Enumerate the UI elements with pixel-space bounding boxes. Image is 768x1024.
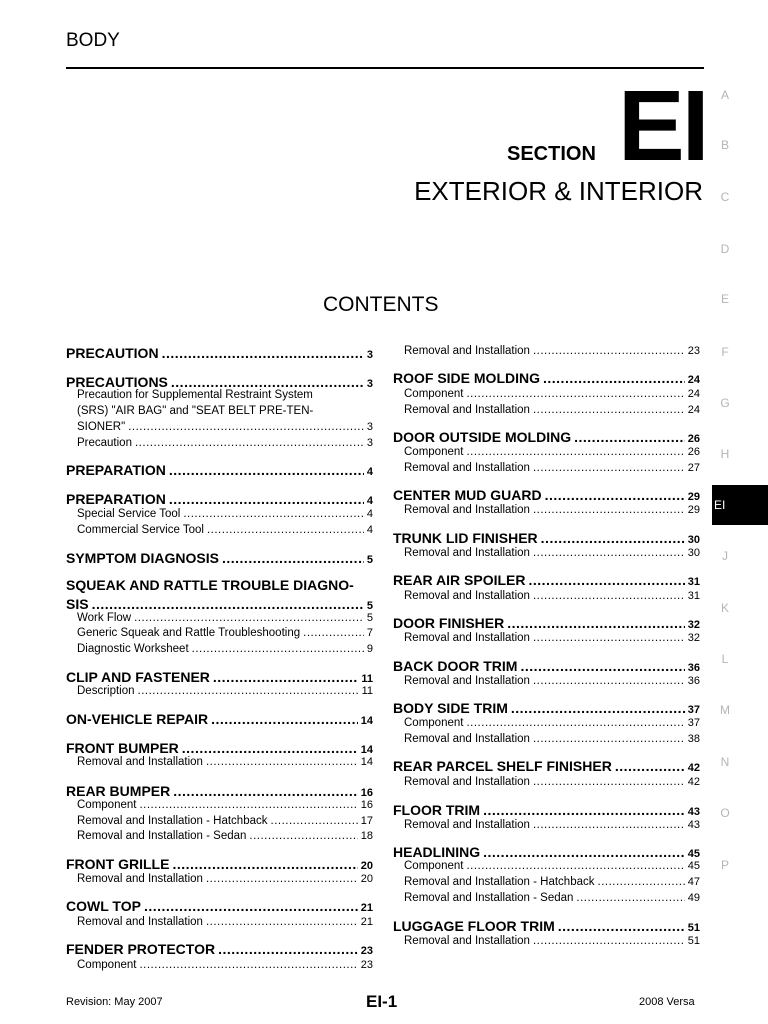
toc-entry-page: 29 [687,491,700,503]
toc-entry-title: LUGGAGE FLOOR TRIM [393,918,555,934]
toc-entry[interactable] [66,916,373,928]
toc-entry-page: 11 [361,685,373,697]
toc-entry-page: 4 [366,524,373,536]
dot-leader [206,756,358,768]
toc-entry-title: Component [404,388,464,400]
toc-entry[interactable] [393,935,700,947]
toc-entry-title: Removal and Installation [404,504,530,516]
dot-leader [615,758,685,774]
toc-entry-title: Removal and Installation [404,404,530,416]
toc-entry[interactable] [393,700,700,716]
dot-leader [172,856,357,872]
toc-entry-page: 51 [687,935,700,947]
dot-leader [533,819,685,831]
toc-entry-title: REAR AIR SPOILER [393,572,526,588]
dot-leader [576,892,684,904]
toc-entry-page: 3 [366,378,373,390]
toc-entry-title: Diagnostic Worksheet [77,643,189,655]
toc-entry-title: Removal and Installation [77,916,203,928]
toc-entry[interactable] [393,388,700,400]
toc-entry[interactable] [66,577,373,593]
toc-entry-title: Component [404,860,464,872]
toc-entry-title: Component [77,799,137,811]
dot-leader [303,627,364,639]
side-index-tab[interactable]: C [720,190,730,204]
toc-entry[interactable] [393,892,700,904]
dot-leader [173,783,358,799]
toc-entry-page: 3 [366,437,373,449]
toc-entry-page: 20 [360,860,373,872]
toc-entry-page: 14 [360,744,373,756]
toc-entry-title: REAR BUMPER [66,783,171,799]
toc-entry-page: 37 [687,704,700,716]
toc-entry[interactable] [393,758,700,774]
toc-entry[interactable] [393,876,700,888]
toc-entry-page: 32 [687,619,700,631]
toc-entry[interactable] [393,819,700,831]
toc-entry-title: TRUNK LID FINISHER [393,530,538,546]
toc-entry-page: 31 [687,576,700,588]
side-index-tab[interactable]: F [721,345,729,359]
side-index-tab[interactable]: E [720,292,729,306]
section-code: EI [618,70,707,182]
toc-entry[interactable] [66,627,373,639]
toc-entry[interactable] [66,643,373,655]
toc-entry-title: ROOF SIDE MOLDING [393,370,540,386]
toc-entry[interactable] [393,844,700,860]
dot-leader [134,612,364,624]
toc-entry-page: 30 [687,534,700,546]
toc-entry[interactable] [393,462,700,474]
dot-leader [139,799,357,811]
toc-entry[interactable] [393,658,700,674]
toc-entry-page: 5 [366,612,373,624]
toc-entry[interactable] [66,959,373,971]
toc-entry[interactable] [393,717,700,729]
side-index-tab[interactable]: K [720,601,729,615]
toc-entry-title: Component [404,717,464,729]
toc-entry[interactable] [66,830,373,842]
toc-entry-title: Removal and Installation [404,675,530,687]
dot-leader [558,918,685,934]
toc-entry-title: Precaution [77,437,132,449]
toc-entry-page: 29 [687,504,700,516]
dot-leader [511,700,685,716]
toc-entry-page: 16 [360,787,373,799]
toc-entry[interactable] [393,487,700,503]
side-index-tab[interactable]: H [720,447,730,461]
toc-entry-page: 45 [687,860,700,872]
toc-entry-title: SIONER" [77,421,126,433]
dot-leader [466,717,684,729]
toc-entry[interactable] [66,405,373,417]
toc-entry[interactable] [393,615,700,631]
dot-leader [533,462,685,474]
toc-entry[interactable] [393,733,700,745]
toc-entry[interactable] [66,491,373,507]
toc-entry-title: PRECAUTION [66,345,159,361]
toc-entry-page: 31 [687,590,700,602]
dot-leader [533,935,685,947]
toc-entry-page: 3 [366,349,373,361]
toc-entry[interactable] [66,374,373,390]
side-index-tab[interactable]: J [722,549,728,563]
footer-model: 2008 Versa [639,996,695,1008]
toc-entry[interactable] [393,429,700,445]
dot-leader [483,844,685,860]
toc-entry-title: Removal and Installation - Sedan [404,892,574,904]
toc-entry-title: Commercial Service Tool [77,524,204,536]
dot-leader [144,898,358,914]
toc-entry-page: 4 [366,508,373,520]
side-index [712,0,768,1024]
dot-leader [533,590,685,602]
toc-entry-page: 18 [360,830,373,842]
toc-entry-page: 5 [366,554,373,566]
toc-entry[interactable] [66,799,373,811]
toc-entry[interactable] [66,437,373,449]
toc-entry[interactable] [393,860,700,872]
footer-revision: Revision: May 2007 [66,996,163,1008]
dot-leader [466,388,684,400]
toc-entry-page: 21 [360,916,373,928]
dot-leader [533,404,685,416]
toc-entry-page: 26 [687,446,700,458]
toc-entry-page: 51 [687,922,700,934]
dot-leader [206,873,358,885]
dot-leader [533,547,685,559]
toc-entry-title: Removal and Installation [404,547,530,559]
toc-entry-page: 3 [366,421,373,433]
toc-entry-page: 7 [366,627,373,639]
toc-entry-title: Component [77,959,137,971]
toc-entry-title: Removal and Installation [404,935,530,947]
toc-entry[interactable] [66,756,373,768]
side-index-tab[interactable]: A [720,88,729,102]
toc-entry[interactable] [393,345,700,357]
toc-entry-page: 36 [687,662,700,674]
toc-entry-page: 4 [366,466,373,478]
toc-entry[interactable] [393,776,700,788]
dot-leader [574,429,685,445]
toc-entry[interactable] [66,669,373,685]
toc-entry[interactable] [66,462,373,478]
toc-entry-title: Description [77,685,135,697]
side-index-tab[interactable]: G [720,396,730,410]
toc-entry-page: 5 [366,600,373,612]
dot-leader [533,632,685,644]
toc-entry-title: Removal and Installation [404,590,530,602]
dot-leader [543,370,685,386]
toc-entry-page: 37 [687,717,700,729]
toc-entry-title: FENDER PROTECTOR [66,941,216,957]
toc-entry-page: 23 [360,945,373,957]
side-index-tab[interactable]: P [720,858,729,872]
toc-entry-page: 47 [687,876,700,888]
toc-entry[interactable] [393,504,700,516]
toc-entry-page: 23 [360,959,373,971]
toc-entry-title: Removal and Installation [404,345,530,357]
toc-entry-page: 42 [687,762,700,774]
side-index-tab[interactable]: M [720,703,730,717]
footer-page-id: EI-1 [366,992,398,1011]
toc-entry-title: Component [404,446,464,458]
dot-leader [162,345,364,361]
toc-entry-title: PREPARATION [66,462,166,478]
toc-entry[interactable] [393,404,700,416]
dot-leader [169,462,364,478]
toc-entry-title: SYMPTOM DIAGNOSIS [66,550,219,566]
toc-entry-title: PRECAUTIONS [66,374,168,390]
toc-entry[interactable] [66,550,373,566]
contents-title: CONTENTS [323,293,439,316]
toc-entry-page: 14 [360,715,373,727]
dot-leader [545,487,685,503]
toc-entry-title: Removal and Installation [404,632,530,644]
toc-entry-page: 14 [360,756,373,768]
toc-entry-title: Generic Squeak and Rattle Troubleshooting [77,627,301,639]
toc-entry[interactable] [393,918,700,934]
toc-entry[interactable] [66,941,373,957]
dot-leader [183,508,364,520]
toc-entry[interactable] [66,524,373,536]
dot-leader [135,437,364,449]
toc-entry[interactable] [66,856,373,872]
header-title: BODY [66,30,120,51]
toc-entry[interactable] [66,612,373,624]
toc-entry-page: 32 [687,632,700,644]
side-index-tab[interactable]: B [720,138,729,152]
toc-entry[interactable] [393,530,700,546]
toc-entry[interactable] [66,421,373,433]
toc-entry-page: 43 [687,806,700,818]
dot-leader [213,669,358,685]
dot-leader [128,421,364,433]
dot-leader [520,658,684,674]
toc-entry-title: ON-VEHICLE REPAIR [66,711,209,727]
toc-entry-page: 45 [687,848,700,860]
toc-entry-title: Removal and Installation [404,733,530,745]
dot-leader [222,550,364,566]
toc-entry-title: DOOR FINISHER [393,615,505,631]
dot-leader [541,530,685,546]
dot-leader [206,916,358,928]
toc-entry[interactable] [393,547,700,559]
dot-leader [533,504,685,516]
toc-entry-page: 38 [687,733,700,745]
toc-entry-page: 17 [360,815,373,827]
toc-entry[interactable] [66,898,373,914]
toc-entry[interactable] [66,740,373,756]
side-index-tab[interactable]: EI [712,485,768,525]
toc-entry-page: 24 [687,404,700,416]
toc-entry-title: Removal and Installation - Sedan [77,830,247,842]
toc-entry-title: SIS [66,596,89,612]
toc-entry-title: Precaution for Supplemental Restraint System [77,389,313,401]
dot-leader [533,776,685,788]
section-word: SECTION [507,143,596,165]
side-index-tab[interactable]: N [720,755,730,769]
dot-leader [529,572,685,588]
toc-entry-title: Removal and Installation [77,756,203,768]
toc-entry-title: REAR PARCEL SHELF FINISHER [393,758,612,774]
toc-entry[interactable] [393,632,700,644]
toc-entry-title: CENTER MUD GUARD [393,487,542,503]
toc-entry[interactable] [393,572,700,588]
dot-leader [207,524,364,536]
toc-entry-title: Removal and Installation [77,873,203,885]
toc-entry-page: 24 [687,388,700,400]
dot-leader [92,596,364,612]
toc-entry[interactable] [66,596,373,612]
toc-entry-page: 36 [687,675,700,687]
toc-entry-page: 20 [360,873,373,885]
toc-entry-page: 23 [687,345,700,357]
toc-entry-title: DOOR OUTSIDE MOLDING [393,429,572,445]
dot-leader [483,802,685,818]
toc-entry-title: Removal and Installation - Hatchback [404,876,595,888]
dot-leader [533,675,685,687]
dot-leader [598,876,685,888]
toc-entry-page: 30 [687,547,700,559]
toc-entry[interactable] [393,675,700,687]
toc-entry[interactable] [393,446,700,458]
toc-entry-page: 11 [361,673,373,685]
side-index-tab[interactable]: L [721,652,729,666]
toc-entry-title: Removal and Installation [404,776,530,788]
dot-leader [139,959,357,971]
toc-entry-page: 24 [687,374,700,386]
toc-entry-page: 49 [687,892,700,904]
toc-entry-title: FLOOR TRIM [393,802,481,818]
dot-leader [171,374,364,390]
toc-entry[interactable] [66,389,373,401]
toc-entry[interactable] [66,345,373,361]
toc-entry[interactable] [66,783,373,799]
dot-leader [138,685,359,697]
dot-leader [169,491,364,507]
dot-leader [507,615,685,631]
section-title: EXTERIOR & INTERIOR [414,176,703,206]
dot-leader [533,733,685,745]
toc-entry-title: Removal and Installation [404,462,530,474]
toc-entry-title: Special Service Tool [77,508,181,520]
toc-entry-page: 42 [687,776,700,788]
toc-entry-title: CLIP AND FASTENER [66,669,210,685]
toc-entry[interactable] [66,815,373,827]
toc-entry-page: 27 [687,462,700,474]
toc-entry-title: BODY SIDE TRIM [393,700,508,716]
dot-leader [211,711,358,727]
toc-entry-title: BACK DOOR TRIM [393,658,518,674]
dot-leader [192,643,364,655]
toc-entry[interactable] [393,590,700,602]
toc-entry-title: COWL TOP [66,898,141,914]
side-index-tab[interactable]: D [720,242,730,256]
toc-entry[interactable] [393,370,700,386]
dot-leader [466,446,684,458]
toc-entry-title: HEADLINING [393,844,481,860]
dot-leader [533,345,685,357]
toc-entry-page: 43 [687,819,700,831]
header-rule [66,67,704,69]
dot-leader [271,815,358,827]
toc-entry-title: PREPARATION [66,491,166,507]
toc-entry-title: Work Flow [77,612,132,624]
toc-entry-page: 4 [366,495,373,507]
toc-entry[interactable] [393,802,700,818]
toc-entry-page: 9 [366,643,373,655]
toc-entry-title: FRONT GRILLE [66,856,170,872]
toc-entry-page: 16 [360,799,373,811]
toc-entry[interactable] [66,685,373,697]
toc-entry-page: 21 [360,902,373,914]
toc-entry-page: 26 [687,433,700,445]
toc-entry[interactable] [66,873,373,885]
toc-entry[interactable] [66,711,373,727]
dot-leader [182,740,358,756]
dot-leader [466,860,684,872]
dot-leader [249,830,357,842]
toc-entry-title: SQUEAK AND RATTLE TROUBLE DIAGNO- [66,577,354,593]
toc-entry-title: (SRS) "AIR BAG" and "SEAT BELT PRE-TEN- [77,405,314,417]
side-index-tab[interactable]: O [720,806,730,820]
dot-leader [218,941,358,957]
toc-entry-title: Removal and Installation - Hatchback [77,815,268,827]
toc-entry-title: FRONT BUMPER [66,740,179,756]
toc-entry-title: Removal and Installation [404,819,530,831]
toc-entry[interactable] [66,508,373,520]
